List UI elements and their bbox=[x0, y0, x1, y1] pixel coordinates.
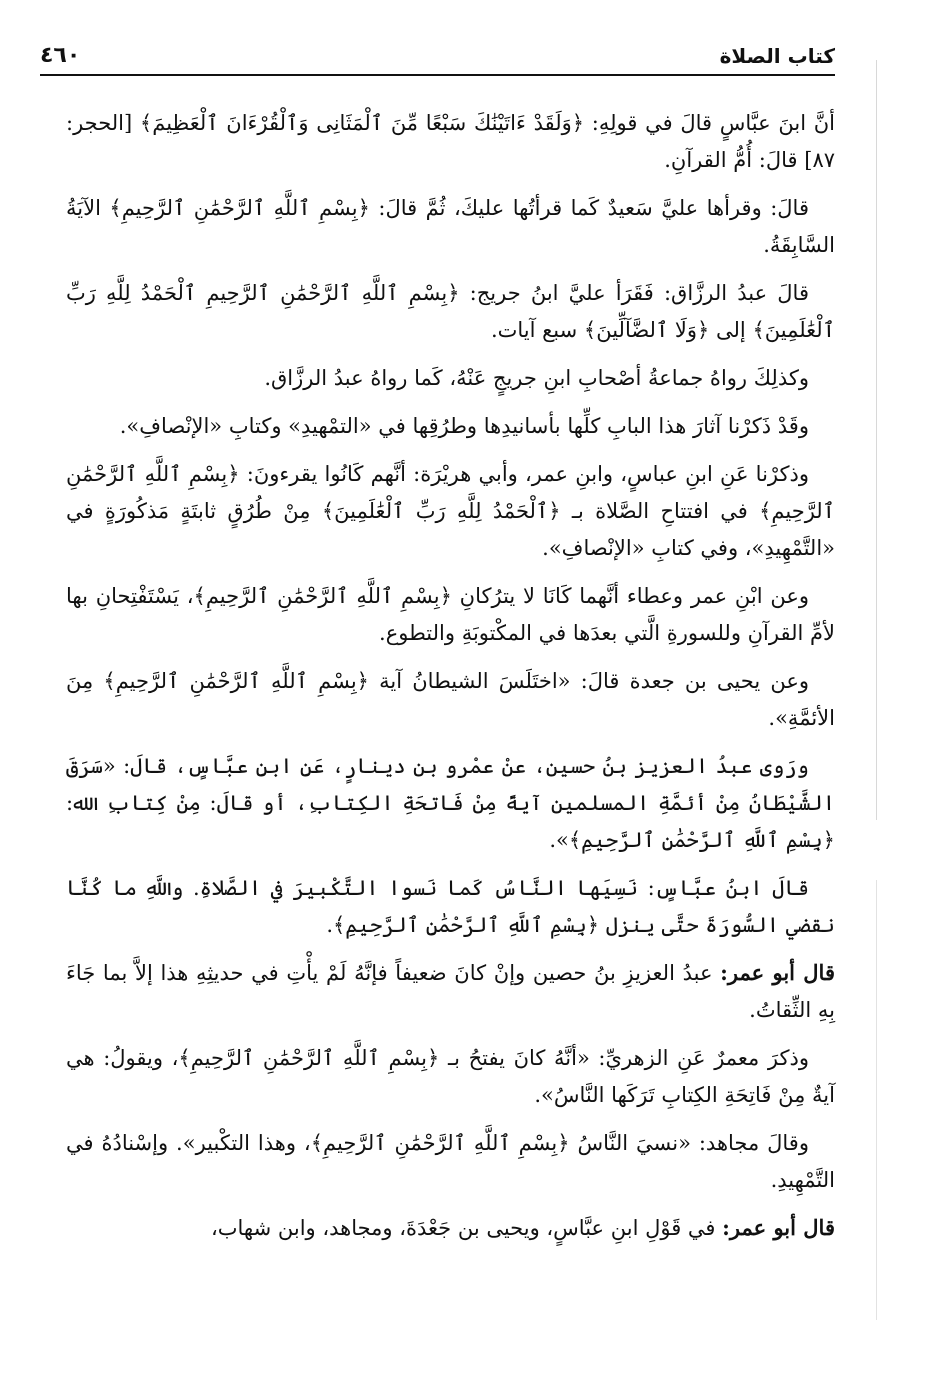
scan-edge-line bbox=[876, 60, 877, 820]
paragraph bbox=[66, 407, 835, 445]
paragraph-text: ورَوى عبدُ العزيز بنُ حسين، عنْ عمْرو بن دينارٍ، عَنِ ابنِ عبَّاسٍ، قالَ: «سَرَقَ الشَّيْطَانُ مِنْ أئمَّةِ المسلمين آيةً مِنْ فَاتحَةِ الكِتابِ، أو قالَ: مِنْ كِتابِ الله: ﴿بِسْمِ ٱللَّهِ ٱلرَّحْمَٰنِ ٱلرَّحِيمِ﴾». bbox=[66, 754, 835, 852]
paragraph-text: أنَّ ابنَ عبَّاسٍ قالَ في قولِهِ: ﴿وَلَقَدْ ءَاتَيْنَٰكَ سَبْعًا مِّنَ ٱلْمَثَانِى وَٱلْقُرْءَانَ ٱلْعَظِيمَ﴾ [الحجر: ٨٧] قالَ: أُمُّ القرآنِ. bbox=[66, 111, 835, 172]
paragraph bbox=[66, 189, 835, 264]
paragraph-text: وقَدْ ذَكرْنا آثارَ هذا البابِ كلِّها بأسانيدِها وطرُقِها في «التمْهيدِ» وكتابِ «الإنْصافِ». bbox=[119, 414, 809, 438]
paragraph bbox=[66, 577, 835, 652]
paragraph bbox=[66, 104, 835, 179]
paragraph-text: قالَ: وقرأها عليَّ سَعيدٌ كَما قرأتُها عليكَ، ثُمَّ قالَ: ﴿بِسْمِ ٱللَّهِ ٱلرَّحْمَٰنِ ٱلرَّحِيمِ﴾ الآيَةُ السَّابِقَةُ. bbox=[66, 196, 835, 257]
paragraph-lead: قال أبو عمر: bbox=[720, 960, 835, 985]
paragraph-text: وعن يحيى بن جعدة قالَ: «اختَلَسَ الشيطانُ آية ﴿بِسْمِ ٱللَّهِ ٱلرَّحْمَٰنِ ٱلرَّحِيمِ﴾ مِنَ الأئمَّةِ». bbox=[66, 669, 835, 730]
paragraph-text: قالَ ابنُ عبَّاسٍ: نَسِيَها النَّاسُ كَما نَسوا التَّكْبيرَ في الصَّلاةِ. واللَّهِ ما كُنَّا نقضي السُّورَةَ حتَّى ينزل ﴿بِسْمِ ٱللَّهِ ٱلرَّحْمَٰنِ ٱلرَّحِيمِ﴾. bbox=[66, 876, 835, 937]
paragraph bbox=[66, 1124, 835, 1199]
paragraph bbox=[66, 359, 835, 397]
paragraph bbox=[66, 1039, 835, 1114]
scan-edge-line-lower bbox=[876, 880, 877, 1320]
paragraph-text: وعن ابْنِ عمر وعطاء أنَّهما كَانَا لا يترُكانِ ﴿بِسْمِ ٱللَّهِ ٱلرَّحْمَٰنِ ٱلرَّحِيمِ﴾، يَسْتَفْتِحانِ بها لأمِّ القرآنِ وللسورةِ الَّتي بعدَها في المكْتوبَةِ والتطوع. bbox=[66, 584, 835, 645]
paragraph-text: وذكرَ معمرٌ عَنِ الزهريِّ: «أنَّهُ كانَ يفتحُ بـ ﴿بِسْمِ ٱللَّهِ ٱلرَّحْمَٰنِ ٱلرَّحِيمِ﴾، ويقولُ: هي آيةٌ مِنْ فَاتِحَةِ الكِتابِ تَرَكَها النَّاسُ». bbox=[66, 1046, 835, 1107]
paragraph-lead: قال أبو عمر: bbox=[722, 1215, 835, 1240]
chapter-title: كتاب الصلاة bbox=[719, 44, 835, 68]
paragraph-text: قالَ عبدُ الرزَّاق: فَقَرَأ عليَّ ابنُ جريج: ﴿بِسْمِ ٱللَّهِ ٱلرَّحْمَٰنِ ٱلرَّحِيمِ ٱلْحَمْدُ لِلَّهِ رَبِّ ٱلْعَٰلَمِينَ﴾ إلى ﴿وَلَا ٱلضَّآلِّينَ﴾ سبع آيات. bbox=[66, 281, 835, 342]
paragraph-text: وقالَ مجاهد: «نسيَ النَّاسُ ﴿بِسْمِ ٱللَّهِ ٱلرَّحْمَٰنِ ٱلرَّحِيمِ﴾، وهذا التكْبير». وإسْنادُهُ في التَّمْهِيدِ. bbox=[66, 1131, 835, 1192]
paragraph bbox=[66, 954, 835, 1029]
paragraph bbox=[66, 747, 835, 859]
paragraph-text: عبدُ العزيزِ بنُ حصين وإنْ كانَ ضعيفاً فإنَّهُ لَمْ يأْتِ في حديثِهِ هذا إلاَّ بما جَاءَ بِهِ الثِّقاتُ. bbox=[66, 961, 835, 1022]
paragraph-text: وكذلِكَ رواهُ جماعةُ أصْحابِ ابنِ جريجٍ عَنْهُ، كَما رواهُ عبدُ الرزَّاق. bbox=[264, 366, 809, 390]
paragraph-text: وذكرْنا عَنِ ابنِ عباسٍ، وابنِ عمر، وأبي هريْرَة: أنَّهم كَانُوا يقرءونَ: ﴿بِسْمِ ٱللَّهِ ٱلرَّحْمَٰنِ ٱلرَّحِيمِ﴾ في افتتاحِ الصَّلاة بـ ﴿ٱلْحَمْدُ لِلَّهِ رَبِّ ٱلْعَٰلَمِينَ﴾ مِنْ طُرُقٍ ثابتَةٍ مَذكُورَةٍ في «التَّمْهِيدِ»، وفي كتابِ «الإنْصافِ». bbox=[66, 462, 835, 560]
paragraph bbox=[66, 455, 835, 567]
page-body bbox=[66, 104, 835, 1257]
paragraph bbox=[66, 274, 835, 349]
paragraph bbox=[66, 662, 835, 737]
paragraph-text: في قَوْلِ ابنِ عبَّاسٍ، ويحيى بن جَعْدَةَ، ومجاهد، وابن شهاب، bbox=[210, 1216, 723, 1240]
page-header bbox=[40, 28, 835, 76]
paragraph bbox=[66, 1209, 835, 1247]
paragraph bbox=[66, 869, 835, 944]
page-number: ٤٦٠ bbox=[40, 43, 81, 68]
